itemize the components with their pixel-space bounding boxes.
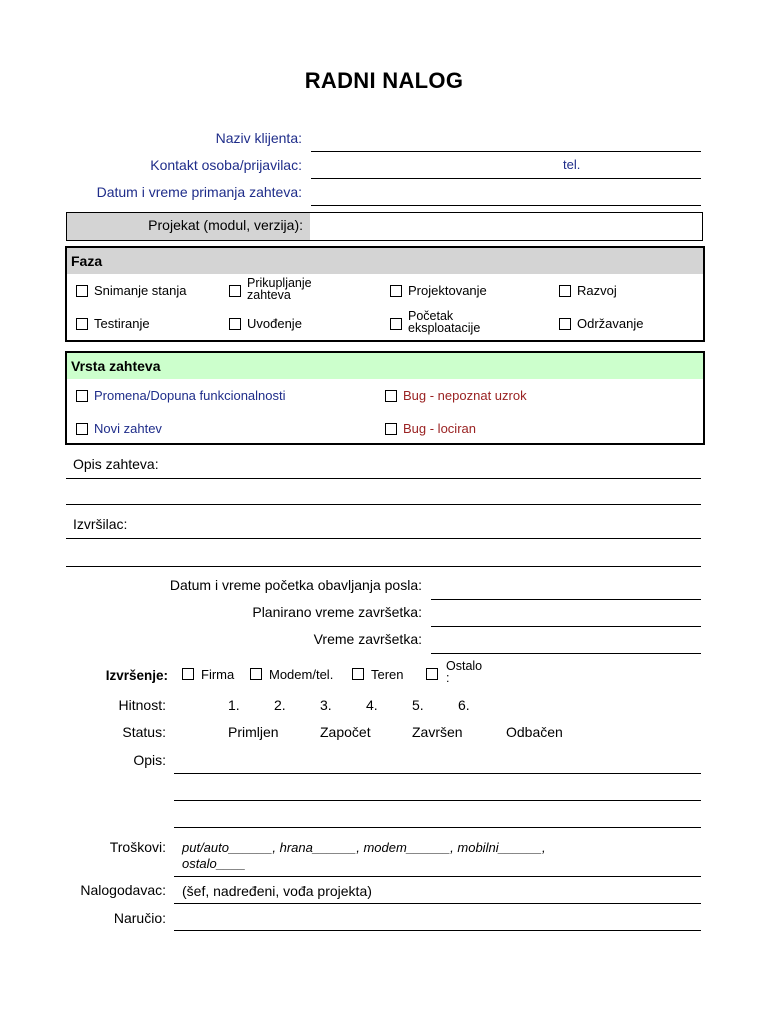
faza-razvoj-label: Razvoj bbox=[577, 283, 617, 298]
status-zavrsen[interactable]: Završen bbox=[412, 724, 463, 740]
nalogodavac-label: Nalogodavac: bbox=[80, 882, 166, 898]
status-label: Status: bbox=[122, 724, 166, 740]
novi-zahtev-label: Novi zahtev bbox=[94, 421, 162, 436]
faza-uvodjenje-label: Uvođenje bbox=[247, 316, 302, 331]
faza-snimanje-checkbox[interactable] bbox=[76, 285, 88, 297]
opis-line-3[interactable] bbox=[174, 827, 701, 828]
vreme-zavrsetka-field[interactable] bbox=[431, 653, 701, 654]
izvrsenje-label: Izvršenje: bbox=[105, 668, 168, 683]
nalogodavac-value: (šef, nadređeni, vođa projekta) bbox=[182, 883, 372, 899]
client-name-label: Naziv klijenta: bbox=[215, 130, 302, 146]
request-date-label: Datum i vreme primanja zahteva: bbox=[96, 184, 302, 200]
izvrsilac-label: Izvršilac: bbox=[73, 516, 128, 532]
narucio-field-line[interactable] bbox=[174, 930, 701, 931]
datum-pocetka-label: Datum i vreme početka obavljanja posla: bbox=[169, 577, 422, 593]
faza-heading: Faza bbox=[67, 248, 703, 274]
hitnost-3[interactable]: 3. bbox=[320, 697, 332, 713]
izvrsenje-modem-label: Modem/tel. bbox=[269, 667, 334, 682]
tel-label: tel. bbox=[563, 157, 581, 172]
contact-person-label: Kontakt osoba/prijavilac: bbox=[150, 157, 302, 173]
faza-snimanje-label: Snimanje stanja bbox=[94, 283, 187, 298]
opis-zahteva-line-1[interactable] bbox=[66, 478, 701, 479]
troskovi-line-1: put/auto______, hrana______, modem______, mobilni______, bbox=[182, 840, 546, 855]
troskovi-label: Troškovi: bbox=[109, 839, 166, 855]
project-label: Projekat (modul, verzija): bbox=[148, 217, 303, 233]
izvrsenje-firma-label: Firma bbox=[201, 667, 235, 682]
contact-person-field[interactable] bbox=[311, 178, 701, 179]
bug-lociran-checkbox[interactable] bbox=[385, 423, 397, 435]
vrsta-zahteva-section bbox=[65, 351, 705, 445]
faza-section bbox=[65, 246, 705, 342]
izvrsenje-ostalo-checkbox[interactable] bbox=[426, 668, 438, 680]
izvrsenje-ostalo-label: Ostalo : bbox=[446, 659, 483, 685]
nalogodavac-field-line[interactable] bbox=[174, 903, 701, 904]
hitnost-label: Hitnost: bbox=[118, 697, 166, 713]
izvrsenje-teren-checkbox[interactable] bbox=[352, 668, 364, 680]
narucio-label: Naručio: bbox=[113, 910, 166, 926]
opis-zahteva-label: Opis zahteva: bbox=[73, 456, 159, 472]
faza-testiranje-checkbox[interactable] bbox=[76, 318, 88, 330]
faza-prikupljanje-checkbox[interactable] bbox=[229, 285, 241, 297]
datum-pocetka-field[interactable] bbox=[431, 599, 701, 600]
faza-uvodjenje-checkbox[interactable] bbox=[229, 318, 241, 330]
vrsta-zahteva-heading: Vrsta zahteva bbox=[67, 353, 703, 379]
izvrsilac-line-1[interactable] bbox=[66, 538, 701, 539]
opis-line-1[interactable] bbox=[174, 773, 701, 774]
hitnost-4[interactable]: 4. bbox=[366, 697, 378, 713]
status-odbacen[interactable]: Odbačen bbox=[506, 724, 563, 740]
planirano-label: Planirano vreme završetka: bbox=[252, 604, 422, 620]
faza-prikupljanje-label: Prikupljanje zahteva bbox=[247, 276, 312, 302]
promena-dopuna-checkbox[interactable] bbox=[76, 390, 88, 402]
novi-zahtev-checkbox[interactable] bbox=[76, 423, 88, 435]
vreme-zavrsetka-label: Vreme završetka: bbox=[313, 631, 422, 647]
troskovi-line-2: ostalo____ bbox=[182, 856, 246, 871]
project-field[interactable] bbox=[311, 213, 702, 240]
faza-projektovanje-checkbox[interactable] bbox=[390, 285, 402, 297]
page-title: RADNI NALOG bbox=[304, 68, 464, 93]
hitnost-1[interactable]: 1. bbox=[228, 697, 240, 713]
client-name-field[interactable] bbox=[311, 151, 701, 152]
faza-pocetak-checkbox[interactable] bbox=[390, 318, 402, 330]
hitnost-5[interactable]: 5. bbox=[412, 697, 424, 713]
hitnost-2[interactable]: 2. bbox=[274, 697, 286, 713]
status-zapocet[interactable]: Započet bbox=[320, 724, 371, 740]
faza-odrzavanje-checkbox[interactable] bbox=[559, 318, 571, 330]
opis-zahteva-line-2[interactable] bbox=[66, 504, 701, 505]
opis-label: Opis: bbox=[133, 752, 166, 768]
hitnost-6[interactable]: 6. bbox=[458, 697, 470, 713]
faza-projektovanje-label: Projektovanje bbox=[408, 283, 487, 298]
request-date-field[interactable] bbox=[311, 205, 701, 206]
izvrsilac-line-2[interactable] bbox=[66, 566, 701, 567]
faza-pocetak-label: Početak eksploatacije bbox=[408, 309, 481, 335]
izvrsenje-modem-checkbox[interactable] bbox=[250, 668, 262, 680]
project-box bbox=[66, 212, 703, 241]
izvrsenje-firma-checkbox[interactable] bbox=[182, 668, 194, 680]
troskovi-field-line[interactable] bbox=[174, 876, 701, 877]
status-primljen[interactable]: Primljen bbox=[228, 724, 279, 740]
faza-testiranje-label: Testiranje bbox=[94, 316, 150, 331]
promena-dopuna-label: Promena/Dopuna funkcionalnosti bbox=[94, 388, 286, 403]
opis-line-2[interactable] bbox=[174, 800, 701, 801]
planirano-field[interactable] bbox=[431, 626, 701, 627]
bug-nepoznat-label: Bug - nepoznat uzrok bbox=[403, 388, 527, 403]
bug-lociran-label: Bug - lociran bbox=[403, 421, 476, 436]
bug-nepoznat-checkbox[interactable] bbox=[385, 390, 397, 402]
faza-razvoj-checkbox[interactable] bbox=[559, 285, 571, 297]
faza-odrzavanje-label: Održavanje bbox=[577, 316, 644, 331]
izvrsenje-teren-label: Teren bbox=[371, 667, 404, 682]
